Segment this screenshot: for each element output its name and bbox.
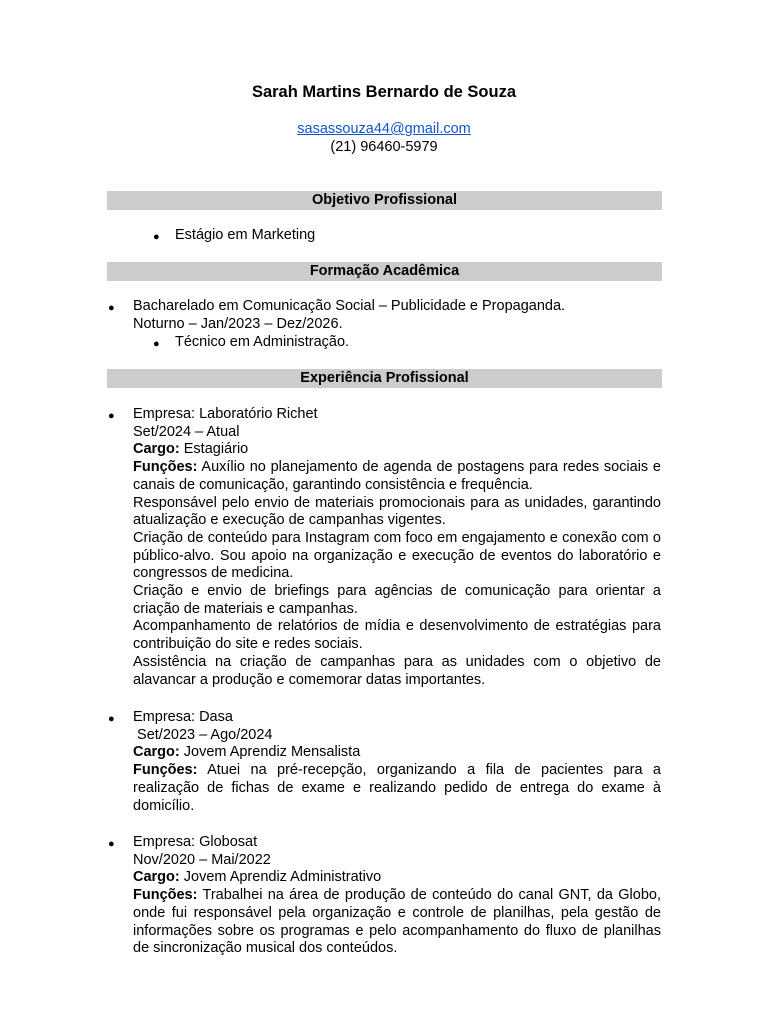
job-period: Nov/2020 – Mai/2022 (133, 851, 271, 868)
job-cargo-line (133, 869, 661, 887)
formacao-course: Bacharelado em Comunicação Social – Publicidade e Propaganda. (133, 298, 566, 314)
phone-number: (21) 96460-5979 (330, 139, 438, 155)
bullet-icon: ● (108, 713, 115, 725)
job-paragraph: Assistência na criação de campanhas para as unidades com o objetivo de alavancar a produção e comemorar datas importantes. (133, 653, 661, 688)
bullet-icon: ● (108, 410, 115, 422)
job-company: Empresa: Globosat (133, 834, 258, 850)
job-funcoes (133, 459, 661, 494)
job-funcoes-text: Auxílio no planejamento de agenda de postagens para redes sociais e canais de comunicação, garantindo consistência e frequência. (133, 459, 661, 493)
formacao-period: Noturno – Jan/2023 – Dez/2026. (133, 316, 343, 332)
job-funcoes-text: Trabalhei na área de produção de conteúdo do canal GNT, da Globo, onde fui responsável pela organização e controle de planilhas, pela gestão de informações sobre os programas e pelo acompanhamento do fluxo de planilhas de sincronização musical dos conteúdos. (133, 887, 661, 957)
cargo-label: Cargo: (133, 869, 180, 886)
bullet-icon: ● (153, 338, 160, 350)
job-company: Empresa: Dasa (133, 709, 233, 725)
job-paragraph: Responsável pelo envio de materiais promocionais para as unidades, garantindo atualização e execução de campanhas vigentes. (133, 494, 661, 529)
job-paragraph: Criação de conteúdo para Instagram com foco em engajamento e conexão com o público-alvo. Sou apoio na organização e execução de eventos do laboratório e congressos de medicina. (133, 529, 661, 582)
section-header-formacao: Formação Acadêmica (107, 262, 662, 281)
job-period: Set/2024 – Atual (133, 423, 240, 440)
job-paragraph: Acompanhamento de relatórios de mídia e desenvolvimento de estratégias para contribuição do site e redes sociais. (133, 618, 661, 653)
job-entry (133, 709, 661, 815)
job-cargo: Jovem Aprendiz Administrativo (183, 869, 382, 886)
job-cargo: Estagiário (183, 441, 249, 458)
job-cargo-line (133, 441, 661, 459)
cargo-label: Cargo: (133, 744, 180, 761)
bullet-icon: ● (153, 231, 160, 243)
email-link[interactable]: sasassouza44@gmail.com (297, 121, 471, 137)
job-funcoes-text: Atuei na pré-recepção, organizando a fila de pacientes para a realização de fichas de exame e realizando pedido de entrega do exame à domicílio. (133, 762, 661, 814)
section-header-experiencia: Experiência Profissional (107, 369, 662, 388)
formacao-technical: Técnico em Administração. (175, 334, 350, 350)
job-paragraph: Criação e envio de briefings para agências de comunicação para orientar a criação de materiais e campanhas. (133, 583, 661, 617)
job-funcoes (133, 887, 661, 958)
bullet-icon: ● (108, 302, 115, 314)
bullet-icon: ● (108, 838, 115, 850)
candidate-name: Sarah Martins Bernardo de Souza (251, 83, 517, 101)
funcoes-label: Funções: (133, 762, 198, 779)
section-header-objetivo: Objetivo Profissional (107, 191, 662, 210)
funcoes-label: Funções: (133, 459, 198, 476)
job-cargo-line (133, 744, 661, 762)
job-period: Set/2023 – Ago/2024 (133, 726, 273, 743)
job-entry (133, 406, 661, 689)
objetivo-item: Estágio em Marketing (175, 227, 316, 243)
cargo-label: Cargo: (133, 441, 180, 458)
job-cargo: Jovem Aprendiz Mensalista (183, 744, 361, 761)
funcoes-label: Funções: (133, 887, 198, 904)
job-funcoes (133, 762, 661, 815)
job-company: Empresa: Laboratório Richet (133, 406, 318, 422)
job-entry (133, 834, 661, 958)
